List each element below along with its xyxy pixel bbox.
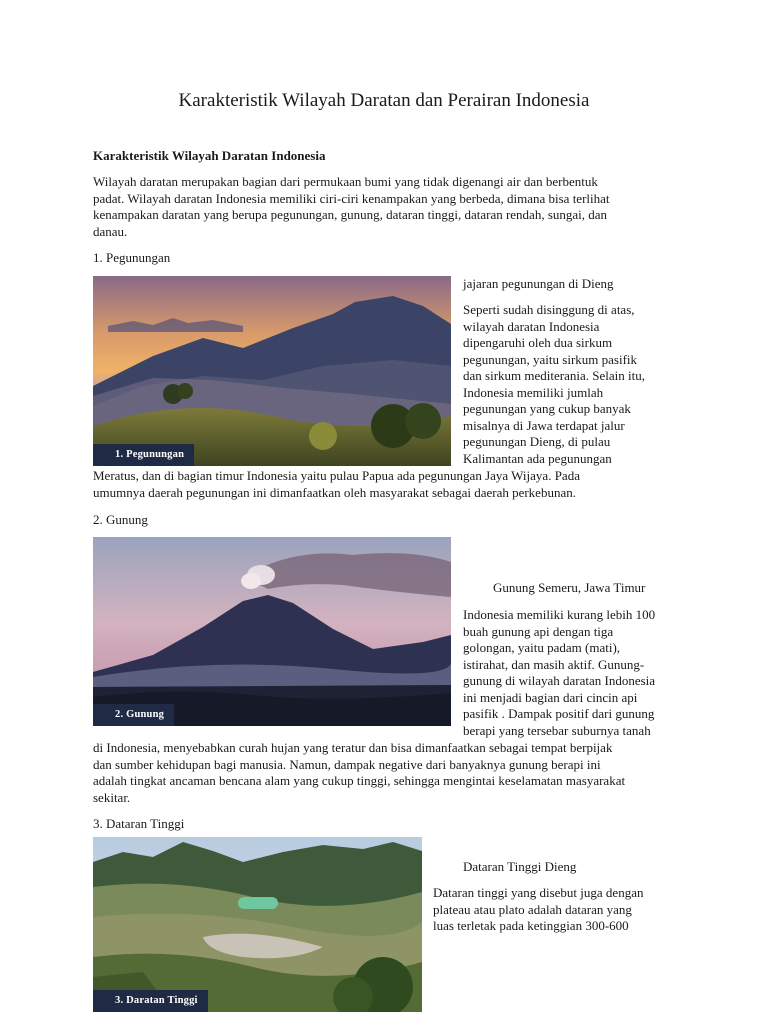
document-title: Karakteristik Wilayah Daratan dan Perairan Indonesia — [178, 90, 590, 111]
text-line: danau. — [93, 223, 128, 239]
item-heading-dataran-tinggi: 3. Dataran Tinggi — [93, 816, 185, 831]
photo-label: 3. Daratan Tinggi — [93, 990, 208, 1013]
text-line: dan sirkum mediterania. Selain itu, — [463, 368, 645, 383]
text-line: Wilayah daratan merupakan bagian dari permukaan bumi yang tidak digenangi air dan berbentuk — [93, 174, 598, 189]
continued-paragraph — [93, 740, 678, 806]
text-line: luas terletak pada ketinggian 300-600 — [433, 918, 629, 933]
text-line: golongan, yaitu padam (mati), — [463, 640, 621, 655]
text-line: sekitar. — [93, 789, 131, 805]
photo-caption: jajaran pegunungan di Dieng — [463, 276, 614, 291]
text-line: pegunungan, yaitu sirkum pasifik — [463, 351, 638, 367]
intro-paragraph — [93, 174, 678, 240]
text-line: umumnya daerah pegunungan ini dimanfaatkan oleh masyarakat sebagai daerah perkebunan. — [93, 484, 576, 500]
text-line: Seperti sudah disinggung di atas, — [463, 302, 635, 317]
text-line: dipengaruhi oleh dua sirkum — [463, 335, 613, 350]
photo-label: 1. Pegunungan — [93, 444, 194, 467]
text-line: plateau atau plato adalah dataran yang — [433, 901, 632, 917]
photo-caption: Dataran Tinggi Dieng — [463, 859, 577, 874]
item-heading-pegunungan: 1. Pegunungan — [93, 250, 171, 265]
photo-caption: Gunung Semeru, Jawa Timur — [493, 580, 646, 595]
text-line: di Indonesia, menyebabkan curah hujan yang teratur dan bisa dimanfaatkan sebagai tempat berpijak — [93, 740, 613, 755]
text-line: Indonesia memiliki jumlah — [463, 384, 604, 400]
photo-label: 2. Gunung — [93, 704, 174, 727]
text-line: misalnya di Jawa terdapat jalur — [463, 417, 625, 433]
photo-gunung — [93, 537, 451, 726]
text-line: gunung di wilayah daratan Indonesia — [463, 673, 656, 688]
text-line: Meratus, dan di bagian timur Indonesia yaitu pulau Papua ada pegunungan Jaya Wijaya. Pada — [93, 468, 580, 483]
text-line: Indonesia memiliki kurang lebih 100 — [463, 607, 656, 622]
text-line: wilayah daratan Indonesia — [463, 318, 600, 334]
text-line: berapi yang tersebar suburnya tanah — [463, 722, 651, 738]
text-line: padat. Wilayah daratan Indonesia memiliki ciri-ciri kenampakan yang berbeda, dimana bisa terlihat — [93, 190, 610, 206]
text-line: adalah tingkat ancaman bencana alam yang cukup tinggi, sehingga mengintai keselamatan masyarakat — [93, 773, 626, 788]
side-paragraph — [463, 302, 673, 467]
section-heading: Karakteristik Wilayah Daratan Indonesia — [93, 148, 326, 163]
text-line: Kalimantan ada pegunungan — [463, 450, 612, 466]
text-line: pasifik . Dampak positif dari gunung — [463, 706, 655, 721]
continued-paragraph — [93, 468, 678, 501]
text-line: kenampakan daratan yang berupa pegunungan, gunung, dataran tinggi, dataran rendah, sungai, dan — [93, 207, 608, 222]
text-line: istirahat, dan masih aktif. Gunung- — [463, 656, 645, 672]
side-paragraph — [463, 607, 678, 739]
text-line: pegunungan yang cukup banyak — [463, 401, 631, 416]
text-line: pegunungan Dieng, di pulau — [463, 434, 611, 449]
text-line: buah gunung api dengan tiga — [463, 623, 614, 639]
text-line: ini menjadi bagian dari cincin api — [463, 689, 638, 705]
side-paragraph — [433, 885, 678, 935]
text-line: Dataran tinggi yang disebut juga dengan — [433, 885, 644, 900]
text-line: dan sumber kehidupan bagi manusia. Namun, dampak negative dari banyaknya gunung berapi ini — [93, 756, 601, 772]
item-heading-gunung: 2. Gunung — [93, 512, 148, 527]
photo-pegunungan — [93, 276, 451, 466]
photo-dataran-tinggi — [93, 837, 422, 1012]
